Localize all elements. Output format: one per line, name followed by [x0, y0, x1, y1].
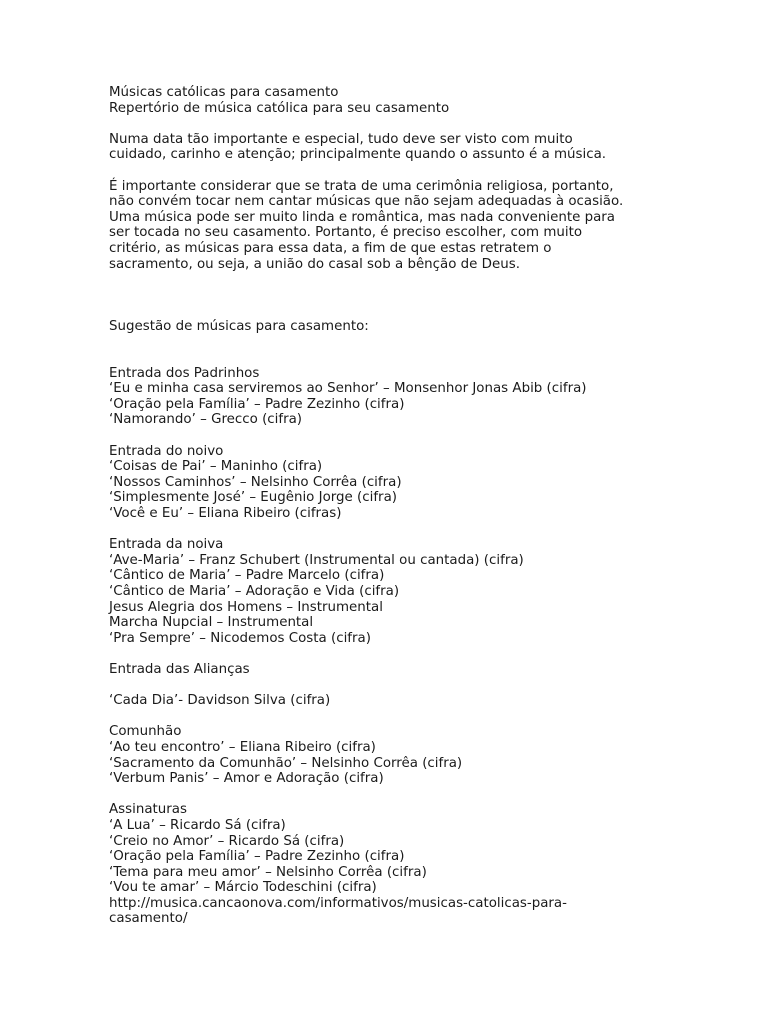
song-item: ‘Simplesmente José’ – Eugênio Jorge (cifra) [109, 490, 397, 506]
song-item: ‘Eu e minha casa serviremos ao Senhor’ – Monsenhor Jonas Abib (cifra) [109, 381, 587, 397]
song-item: ‘Vou te amar’ – Márcio Todeschini (cifra) [109, 880, 377, 896]
suggestions-heading: Sugestão de músicas para casamento: [109, 318, 369, 334]
song-item: ‘Sacramento da Comunhão’ – Nelsinho Corrêa (cifra) [109, 755, 463, 771]
song-item: ‘Oração pela Família’ – Padre Zezinho (cifra) [109, 849, 405, 865]
paragraph-line: cuidado, carinho e atenção; principalmente quando o assunto é a música. [109, 147, 607, 163]
song-item: ‘Você e Eu’ – Eliana Ribeiro (cifras) [109, 506, 342, 522]
song-item: Marcha Nupcial – Instrumental [109, 615, 314, 631]
section-padrinhos [109, 366, 729, 428]
song-item: Jesus Alegria dos Homens – Instrumental [109, 599, 383, 615]
section-heading: Entrada das Alianças [109, 661, 250, 677]
paragraph-line: critério, as músicas para essa data, a fim de que estas retratem o [109, 240, 552, 256]
section-heading: Entrada do noivo [109, 443, 224, 459]
paragraph-line: ser tocada no seu casamento. Portanto, é preciso escolher, com muito [109, 225, 583, 241]
song-item: ‘Cada Dia’- Davidson Silva (cifra) [109, 693, 331, 709]
song-item: ‘Creio no Amor’ – Ricardo Sá (cifra) [109, 833, 345, 849]
song-item: ‘Ao teu encontro’ – Eliana Ribeiro (cifra) [109, 739, 376, 755]
song-item: ‘Pra Sempre’ – Nicodemos Costa (cifra) [109, 630, 371, 646]
paragraph-line: Uma música pode ser muito linda e romântica, mas nada conveniente para [109, 209, 615, 225]
document-title: Músicas católicas para casamento [109, 85, 339, 100]
song-item: ‘Cântico de Maria’ – Padre Marcelo (cifra) [109, 568, 385, 584]
section-heading: Entrada da noiva [109, 537, 224, 553]
section-heading: Comunhão [109, 724, 182, 740]
song-item: ‘Tema para meu amor’ – Nelsinho Corrêa (cifra) [109, 864, 427, 880]
song-item: ‘Namorando’ – Grecco (cifra) [109, 412, 303, 428]
document-subtitle: Repertório de música católica para seu casamento [109, 100, 450, 116]
song-item: ‘Coisas de Pai’ – Maninho (cifra) [109, 459, 323, 475]
document-page [109, 85, 729, 927]
source-url-line-1: http://musica.cancaonova.com/informativos/musicas-catolicas-para- [109, 895, 567, 911]
paragraph-line: sacramento, ou seja, a união do casal sob a bênção de Deus. [109, 256, 520, 272]
paragraph-line: não convém tocar nem cantar músicas que não sejam adequadas à ocasião. [109, 194, 624, 210]
paragraph-line: Numa data tão importante e especial, tudo deve ser visto com muito [109, 131, 573, 147]
section-assinaturas [109, 802, 729, 896]
intro-paragraph-1 [109, 132, 729, 163]
song-item: ‘Cântico de Maria’ – Adoração e Vida (cifra) [109, 584, 400, 599]
section-heading: Assinaturas [109, 802, 187, 818]
song-item: ‘Ave-Maria’ – Franz Schubert (Instrumental ou cantada) (cifra) [109, 552, 524, 568]
section-noivo [109, 444, 729, 522]
intro-paragraph-2 [109, 179, 729, 273]
song-item: ‘Oração pela Família’ – Padre Zezinho (cifra) [109, 396, 405, 412]
song-item: ‘Verbum Panis’ – Amor e Adoração (cifra) [109, 771, 384, 787]
song-item: ‘Nossos Caminhos’ – Nelsinho Corrêa (cifra) [109, 474, 402, 490]
paragraph-line: É importante considerar que se trata de uma cerimônia religiosa, portanto, [109, 178, 614, 194]
section-comunhao [109, 724, 729, 786]
section-aliancas [109, 662, 729, 709]
section-noiva [109, 537, 729, 646]
section-heading: Entrada dos Padrinhos [109, 365, 260, 381]
source-url-line-2: casamento/ [109, 911, 188, 927]
song-item: ‘A Lua’ – Ricardo Sá (cifra) [109, 817, 286, 833]
